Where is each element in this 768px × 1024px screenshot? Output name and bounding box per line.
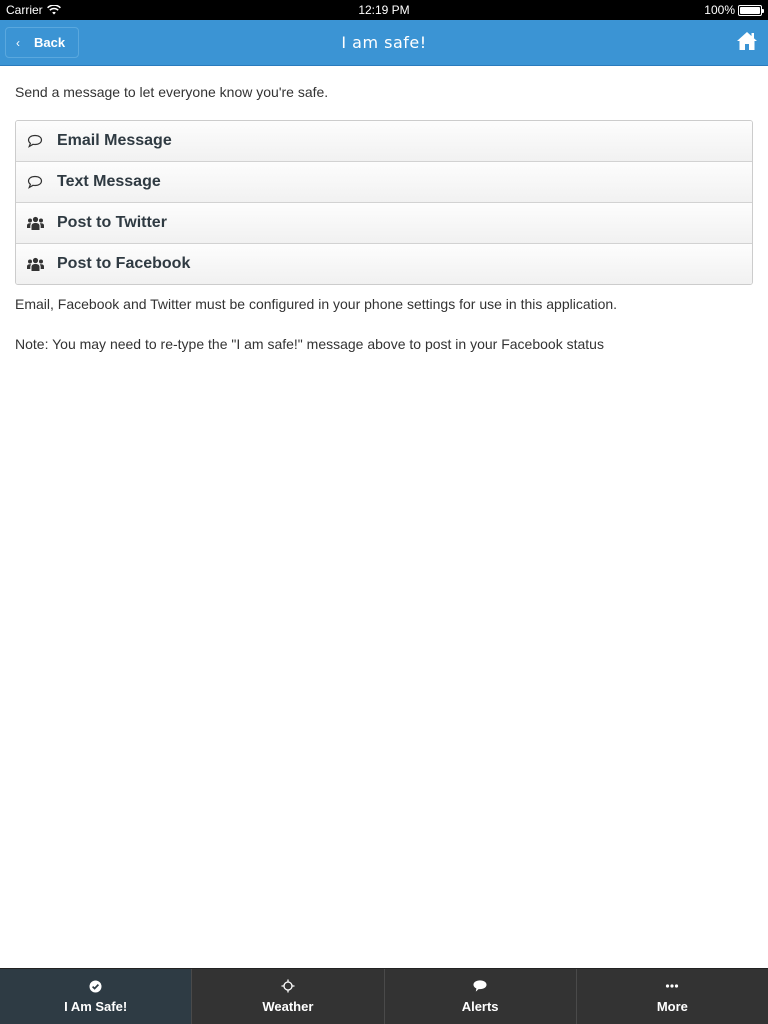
check-circle-icon — [89, 979, 103, 993]
carrier-label: Carrier — [6, 3, 43, 17]
intro-text: Send a message to let everyone know you're safe. — [15, 84, 329, 100]
header-bar — [0, 20, 768, 66]
status-right — [704, 3, 762, 17]
home-button[interactable] — [736, 30, 758, 52]
text-message-button[interactable] — [16, 162, 752, 203]
post-to-twitter-label: Post to Twitter — [57, 214, 167, 231]
back-button[interactable] — [5, 27, 79, 58]
tab-label: Weather — [262, 999, 314, 1014]
email-message-button[interactable] — [16, 121, 752, 162]
post-to-facebook-label: Post to Facebook — [57, 255, 191, 272]
text-message-label: Text Message — [57, 173, 161, 190]
status-left — [6, 3, 61, 17]
tab-more[interactable] — [576, 969, 768, 1024]
tab-bar — [0, 968, 768, 1024]
status-bar — [0, 0, 768, 20]
tab-label: I Am Safe! — [64, 999, 128, 1014]
group-icon — [26, 256, 44, 272]
group-icon — [26, 215, 44, 231]
post-to-facebook-button[interactable] — [16, 244, 752, 284]
home-icon — [736, 30, 758, 52]
facebook-note: Note: You may need to re-type the "I am safe!" message above to post in your Facebook status — [15, 336, 604, 352]
back-label: Back — [34, 35, 66, 50]
tab-weather[interactable] — [191, 969, 383, 1024]
battery-percent: 100% — [704, 3, 735, 17]
config-note: Email, Facebook and Twitter must be configured in your phone settings for use in this application. — [15, 296, 618, 312]
tab-alerts[interactable] — [384, 969, 576, 1024]
email-message-label: Email Message — [57, 132, 172, 149]
action-list — [15, 120, 753, 285]
tab-label: Alerts — [461, 999, 499, 1014]
page-title: I am safe! — [341, 33, 427, 52]
comment-icon — [473, 979, 487, 993]
chevron-left-icon: ‹ — [16, 35, 20, 50]
wifi-icon — [47, 5, 61, 15]
sun-icon — [281, 979, 295, 993]
ellipsis-icon — [665, 979, 679, 993]
speech-bubble-icon — [26, 133, 44, 149]
post-to-twitter-button[interactable] — [16, 203, 752, 244]
battery-icon — [738, 5, 762, 16]
tab-i-am-safe[interactable] — [0, 969, 191, 1024]
tab-label: More — [656, 999, 688, 1014]
status-time: 12:19 PM — [358, 3, 410, 17]
speech-bubble-icon — [26, 174, 44, 190]
main-content — [15, 66, 753, 352]
